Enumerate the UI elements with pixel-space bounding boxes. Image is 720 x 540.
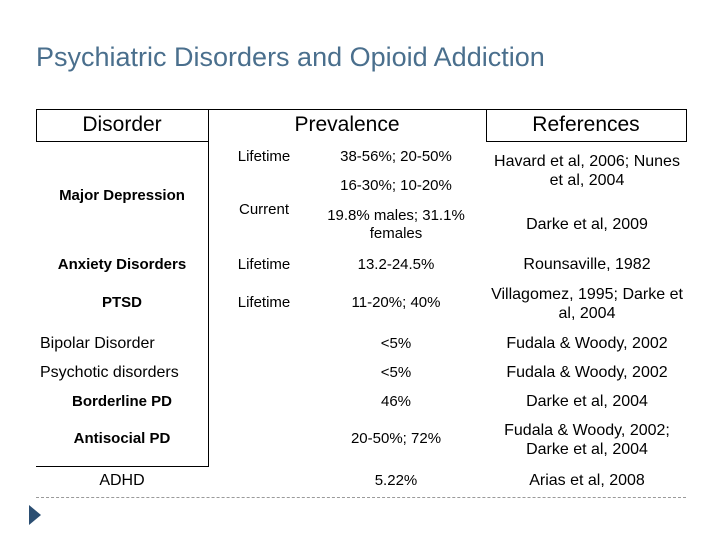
value-ptsd: 11-20%; 40% [351,294,441,311]
value-antisocial: 20-50%; 72% [350,430,442,447]
period-lifetime-md: Lifetime [237,148,291,165]
disorder-bipolar: Bipolar Disorder [40,335,155,353]
period-lifetime-ptsd: Lifetime [237,294,291,311]
value-anxiety: 13.2-24.5% [357,256,435,273]
disorder-antisocial: Antisocial PD [73,430,171,447]
header-references: References [532,113,640,137]
slide-title: Psychiatric Disorders and Opioid Addiction [36,42,545,72]
disorder-adhd: ADHD [99,472,145,490]
value-md-current-2: 19.8% males; 31.1% females [327,207,465,242]
period-current-md: Current [238,201,290,218]
header-right-border [686,109,687,141]
value-adhd: 5.22% [374,472,418,489]
value-md-current-1: 16-30%; 10-20% [340,177,452,194]
triangle-bullet-icon [29,505,41,525]
ref-ptsd: Villagomez, 1995; Darke et al, 2004 [491,285,683,322]
ref-bipolar: Fudala & Woody, 2002 [506,335,668,353]
column-divider-disorder [208,109,209,467]
value-bipolar: <5% [380,335,412,352]
ref-psychotic: Fudala & Woody, 2002 [506,364,668,382]
header-disorder: Disorder [82,113,162,137]
ref-anxiety: Rounsaville, 1982 [523,256,651,274]
ref-borderline: Darke et al, 2004 [526,393,648,411]
header-underline-references [486,141,687,142]
ref-antisocial: Fudala & Woody, 2002; Darke et al, 2004 [504,421,670,458]
table-bottom-left [36,466,208,467]
value-md-lifetime: 38-56%; 20-50% [340,148,452,165]
disorder-borderline: Borderline PD [71,393,173,410]
disorder-anxiety: Anxiety Disorders [57,256,187,273]
value-borderline: 46% [380,393,412,410]
ref-md-1: Havard et al, 2006; Nunes et al, 2004 [494,152,680,189]
dashed-divider [36,497,686,498]
ref-adhd: Arias et al, 2008 [529,472,645,490]
disorder-major-depression: Major Depression [59,187,185,204]
disorder-ptsd: PTSD [101,294,142,311]
period-lifetime-anxiety: Lifetime [237,256,291,273]
header-prevalence: Prevalence [294,113,400,137]
ref-md-2: Darke et al, 2009 [526,216,648,234]
value-psychotic: <5% [380,364,412,381]
disorder-psychotic: Psychotic disorders [40,364,179,382]
